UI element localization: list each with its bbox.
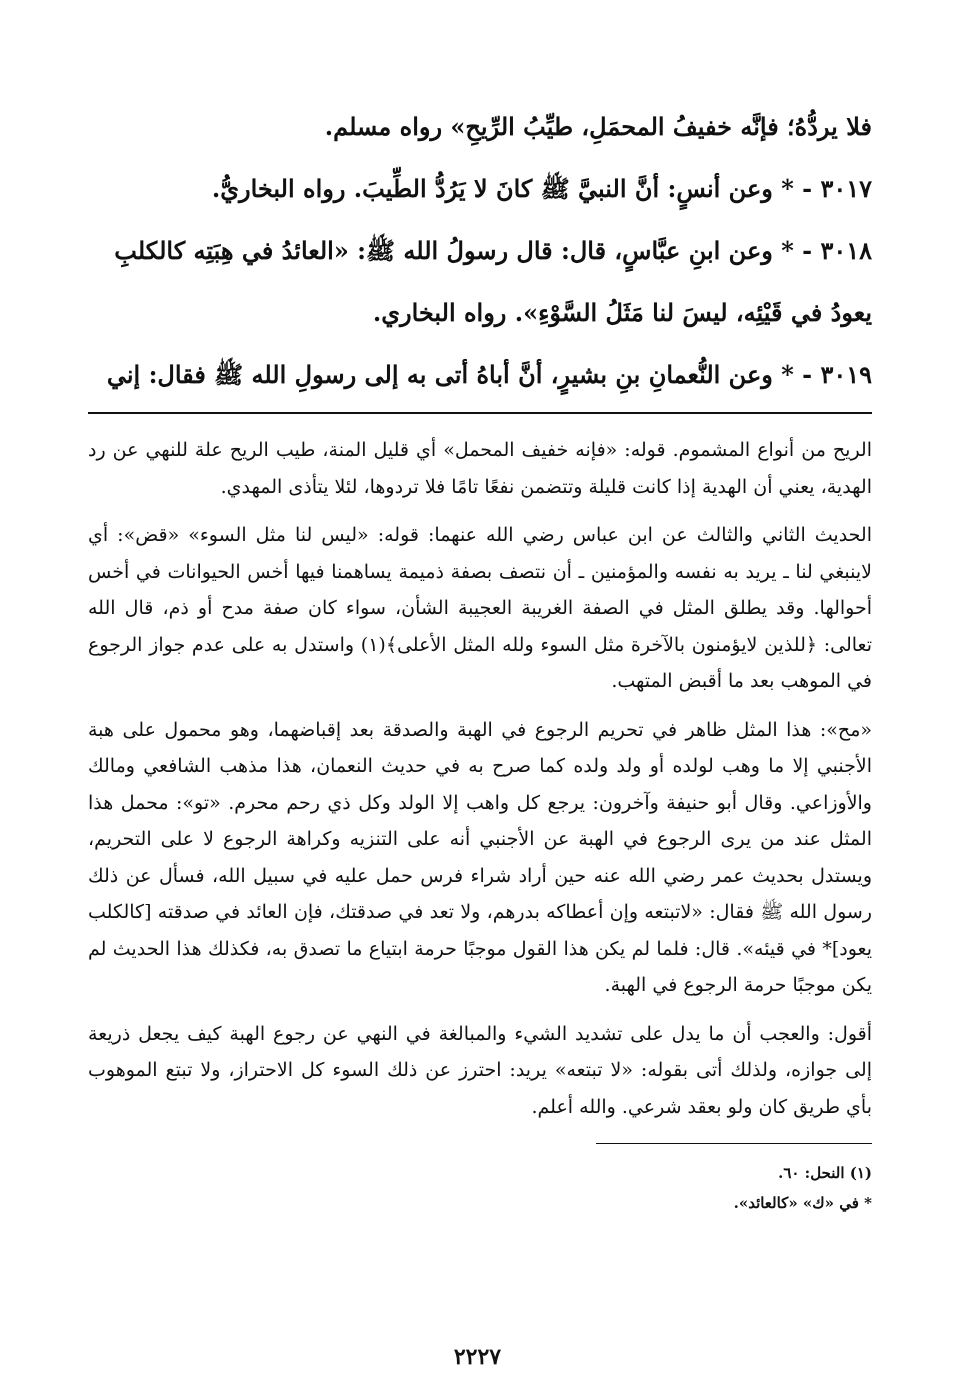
- hadith-line: فلا يردُّهُ؛ فإنَّه خفيفُ المحمَلِ، طيِّبُ الرِّيحِ» رواه مسلم.: [324, 112, 872, 141]
- hadith-line: ٣٠١٧ - * وعن أنسٍ: أنَّ النبيَّ ﷺ كانَ لا يَرُدُّ الطِّيبَ. رواه البخاريُّ.: [211, 174, 872, 203]
- page-number: ٢٢٢٧: [453, 1344, 502, 1370]
- hadith-line: ٣٠١٨ - * وعن ابنِ عبَّاسٍ، قال: قال رسولُ الله ﷺ: «العائدُ في هِبَتِه كالكلبِ: [114, 236, 872, 265]
- commentary-paragraph: الحديث الثاني والثالث عن ابن عباس رضي الله عنهما: قوله: «ليس لنا مثل السوء» «قض»: أي لاينبغي لنا ـ يريد به نفسه والمؤمنين ـ أن نتصف بصفة ذميمة يساهمنا فيها أخس الحيوانات في أخس أحوالها. وقد يطلق المثل في الصفة الغريبة العجيبة الشأن، سواء كان صفة مدح أو ذم، قال الله تعالى: ﴿للذين لايؤمنون بالآخرة مثل السوء ولله المثل الأعلى﴾(١) واستدل به على عدم جواز الرجوع في الموهب بعد ما أقبض المتهب.: [88, 524, 873, 692]
- commentary-section: [88, 432, 872, 1125]
- commentary-paragraph: أقول: والعجب أن ما يدل على تشديد الشيء والمبالغة في النهي عن رجوع الهبة كيف يجعل ذريعة إلى جوازه، ولذلك أتى بقوله: «لا تبتعه» يريد: احترز عن ذلك السوء كل الاحتراز، ولا تبتع الموهوب بأي طريق كان ولو بعقد شرعي. والله أعلم.: [88, 1022, 872, 1118]
- hadith-line: يعودُ في قَيْئِه، ليسَ لنا مَثَلُ السَّوْءِ». رواه البخاري.: [372, 298, 872, 327]
- commentary-paragraph: «مح»: هذا المثل ظاهر في تحريم الرجوع في الهبة والصدقة بعد إقباضهما، وهو محمول على هبة الأجنبي إلا ما وهب لولده أو ولد ولده كما صرح به في حديث النعمان، هذا مذهب الشافعي ومالك والأوزاعي. وقال أبو حنيفة وآخرون: يرجع كل واهب إلا الولد وكل ذي رحم محرم. «تو»: محمل هذا المثل عند من يرى الرجوع في الهبة عن الأجنبي أنه على التنزيه وكراهة الرجوع لا على التحريم، ويستدل بحديث عمر رضي الله عنه حين أراد شراء فرس حمل عليه في سبيل الله، فسأل عن ذلك رسول الله ﷺ فقال: «لاتبتعه وإن أعطاكه بدرهم، ولا تعد في صدقتك، فإن العائد في صدقته [كالكلب يعود]* في قيئه». قال: فلما لم يكن هذا القول موجبًا حرمة ابتياع ما تصدق به، فكذلك هذا الحديث لم يكن موجبًا حرمة الرجوع في الهبة.: [88, 718, 872, 996]
- footnotes: [88, 1158, 872, 1218]
- hadith-section: [88, 96, 872, 406]
- footnote: * في «ك» «كالعائد».: [733, 1194, 872, 1212]
- footnote: (١) النحل: ٦٠.: [778, 1164, 872, 1182]
- page-body: [88, 96, 872, 1218]
- footnote-divider: [596, 1143, 872, 1144]
- section-divider: [88, 412, 872, 414]
- commentary-paragraph: الريح من أنواع المشموم. قوله: «فإنه خفيف المحمل» أي قليل المنة، طيب الريح علة للنهي عن رد الهدية، يعني أن الهدية إذا كانت قليلة وتتضمن نفعًا تامًا فلا تردوها، لئلا يتأذى المهدي.: [88, 439, 872, 498]
- hadith-line: ٣٠١٩ - * وعن النُّعمانِ بنِ بشيرٍ، أنَّ أباهُ أتى به إلى رسولِ الله ﷺ فقال: إني: [106, 360, 872, 389]
